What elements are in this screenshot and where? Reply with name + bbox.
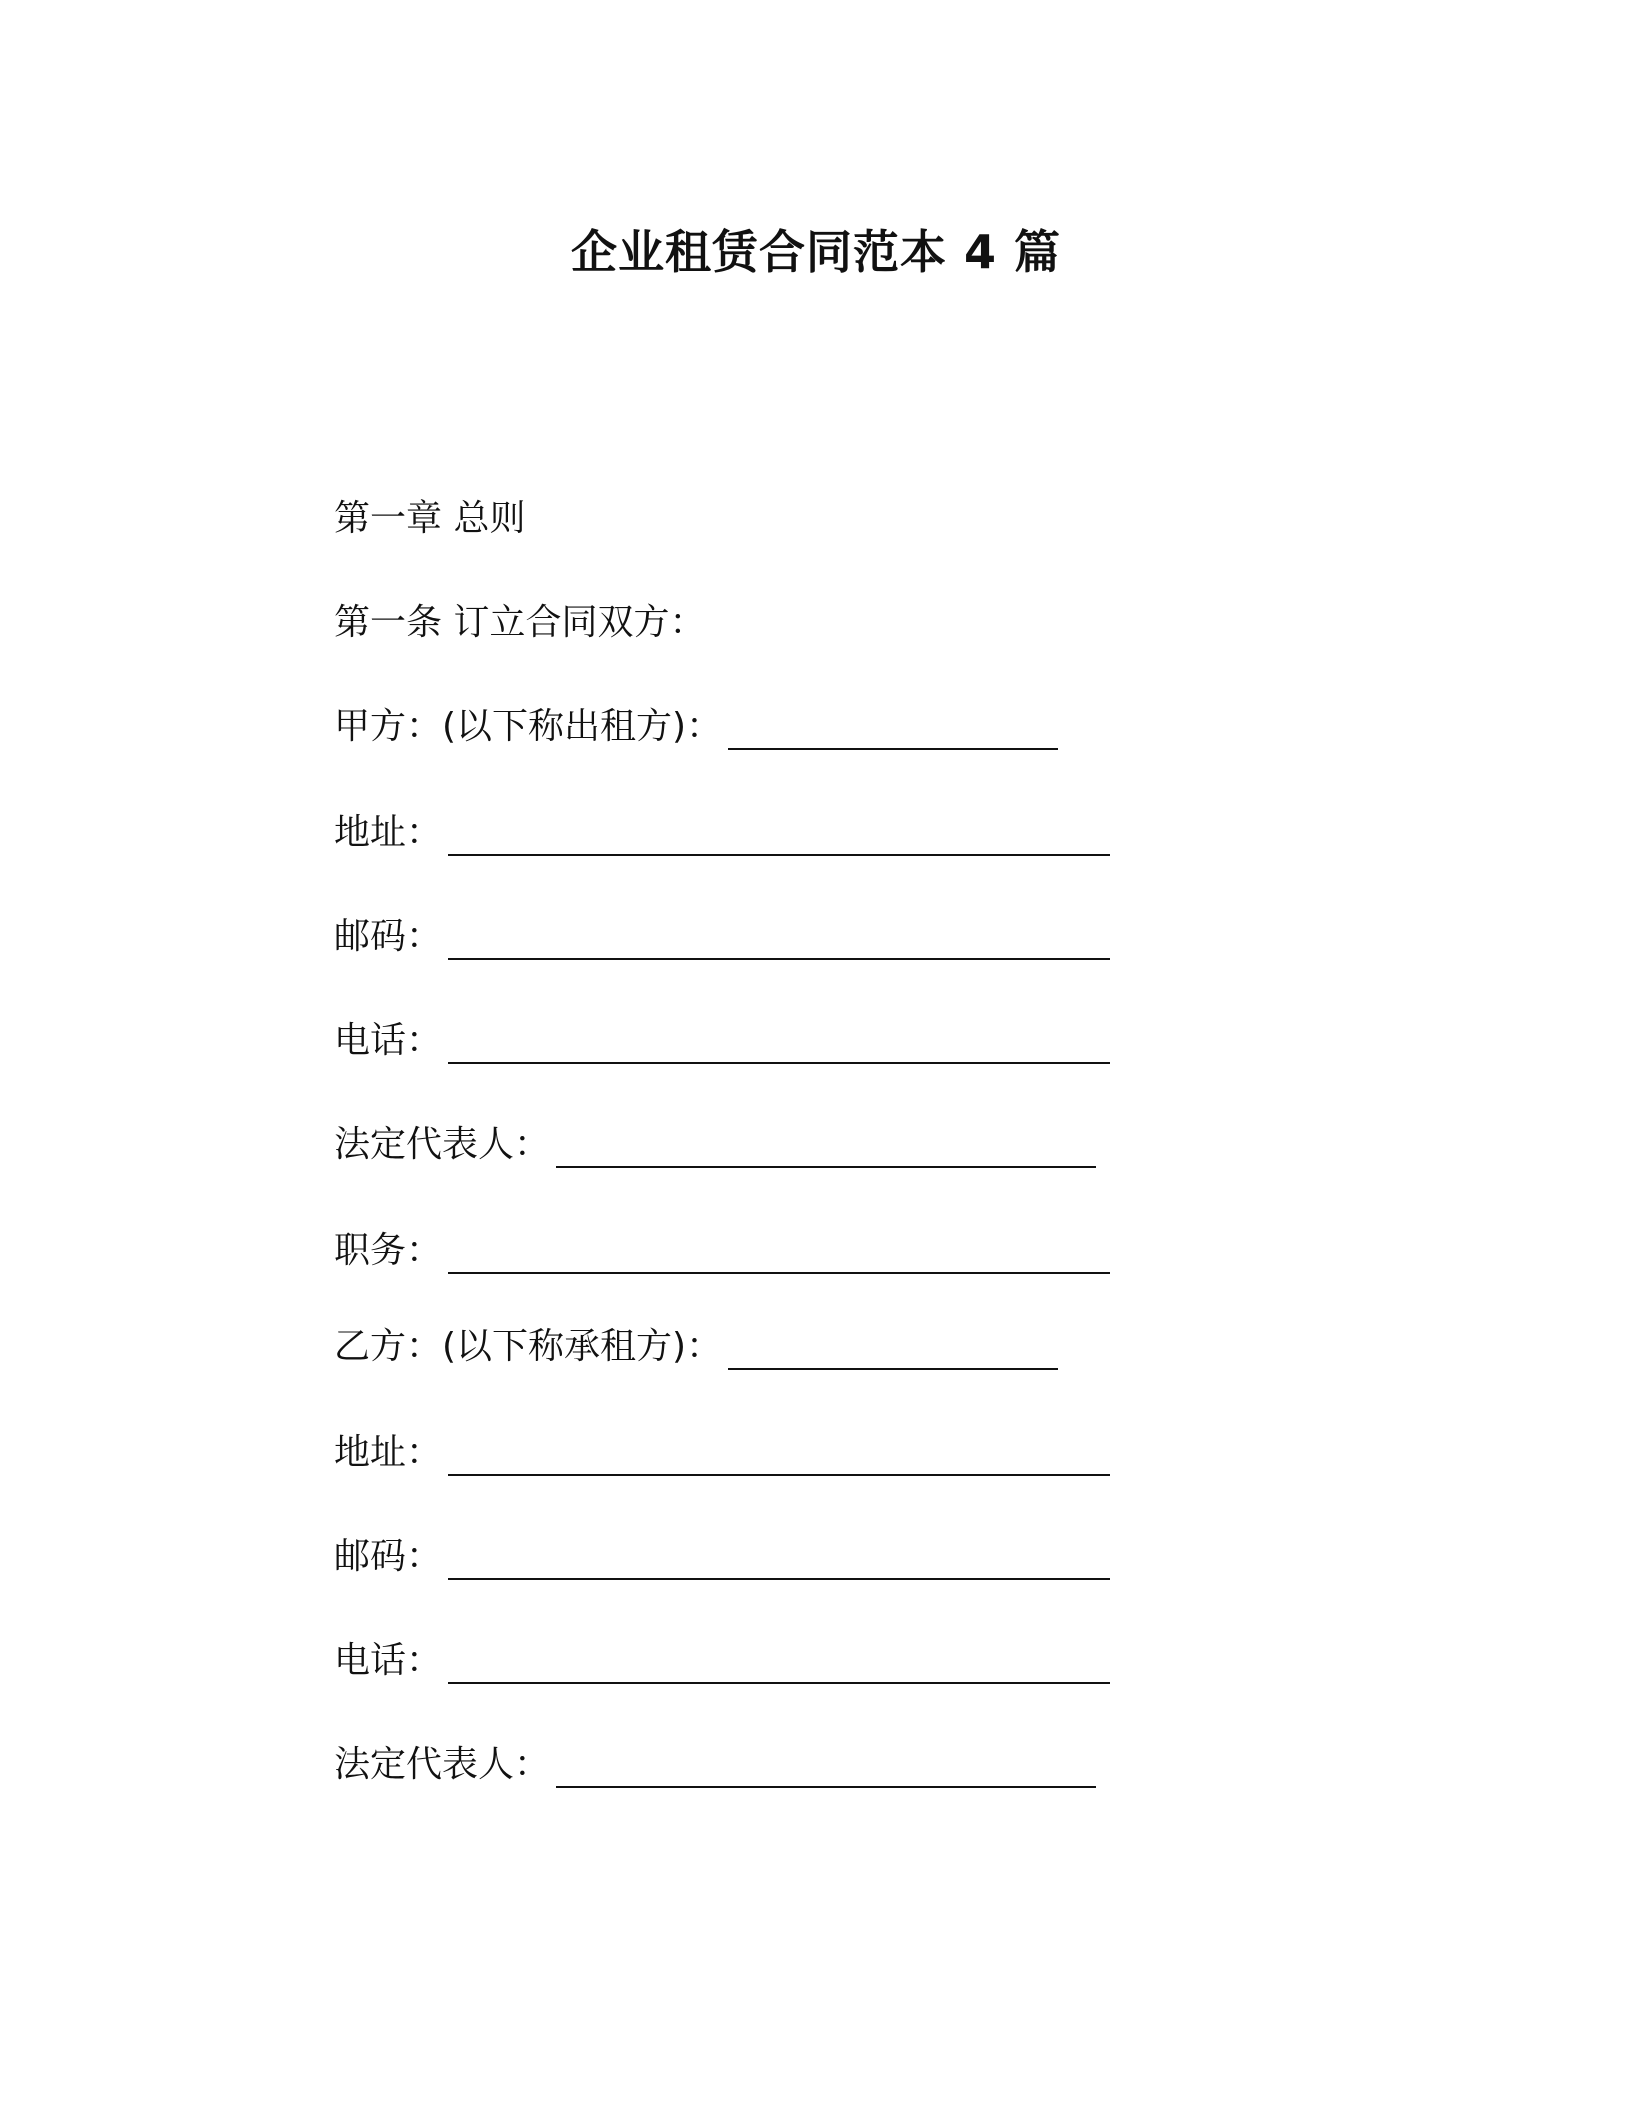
article-heading — [334, 598, 705, 648]
chapter-heading — [334, 494, 525, 544]
party-a-legal-rep-blank[interactable] — [556, 1128, 1096, 1168]
article-heading-text: 第一条 订立合同双方： — [334, 602, 706, 643]
party-a-address-label: 地址： — [334, 812, 443, 853]
party-a-postcode-label: 邮码： — [334, 916, 443, 957]
party-b-phone-row — [334, 1636, 1110, 1686]
party-a-address-row — [334, 808, 1110, 858]
party-a-position-blank[interactable] — [448, 1234, 1110, 1274]
party-b-address-label: 地址： — [334, 1432, 443, 1473]
party-a-position-row — [334, 1226, 1110, 1276]
party-b-label: 乙方：(以下称承租方)： — [334, 1326, 723, 1367]
party-b-phone-blank[interactable] — [448, 1644, 1110, 1684]
party-b-row — [334, 1322, 1058, 1372]
party-b-address-blank[interactable] — [448, 1436, 1110, 1476]
party-a-postcode-blank[interactable] — [448, 920, 1110, 960]
party-a-label: 甲方：(以下称出租方)： — [334, 706, 723, 747]
party-a-phone-blank[interactable] — [448, 1024, 1110, 1064]
party-b-address-row — [334, 1428, 1110, 1478]
party-b-postcode-row — [334, 1532, 1110, 1582]
party-b-phone-label: 电话： — [334, 1640, 443, 1681]
party-a-phone-label: 电话： — [334, 1020, 443, 1061]
party-b-postcode-blank[interactable] — [448, 1540, 1110, 1580]
party-a-legal-rep-row — [334, 1120, 1096, 1170]
party-a-address-blank[interactable] — [448, 816, 1110, 856]
party-b-blank[interactable] — [728, 1330, 1058, 1370]
party-a-postcode-row — [334, 912, 1110, 962]
party-a-row — [334, 702, 1058, 752]
party-a-blank[interactable] — [728, 710, 1058, 750]
party-b-postcode-label: 邮码： — [334, 1536, 443, 1577]
party-a-position-label: 职务： — [334, 1230, 443, 1271]
party-a-phone-row — [334, 1016, 1110, 1066]
document-title: 企业租赁合同范本 4 篇 — [570, 225, 1062, 279]
party-b-legal-rep-blank[interactable] — [556, 1748, 1096, 1788]
party-b-legal-rep-row — [334, 1740, 1096, 1790]
party-a-legal-rep-label: 法定代表人： — [334, 1124, 551, 1165]
chapter-heading-text: 第一章 总则 — [334, 498, 526, 539]
party-b-legal-rep-label: 法定代表人： — [334, 1744, 551, 1785]
